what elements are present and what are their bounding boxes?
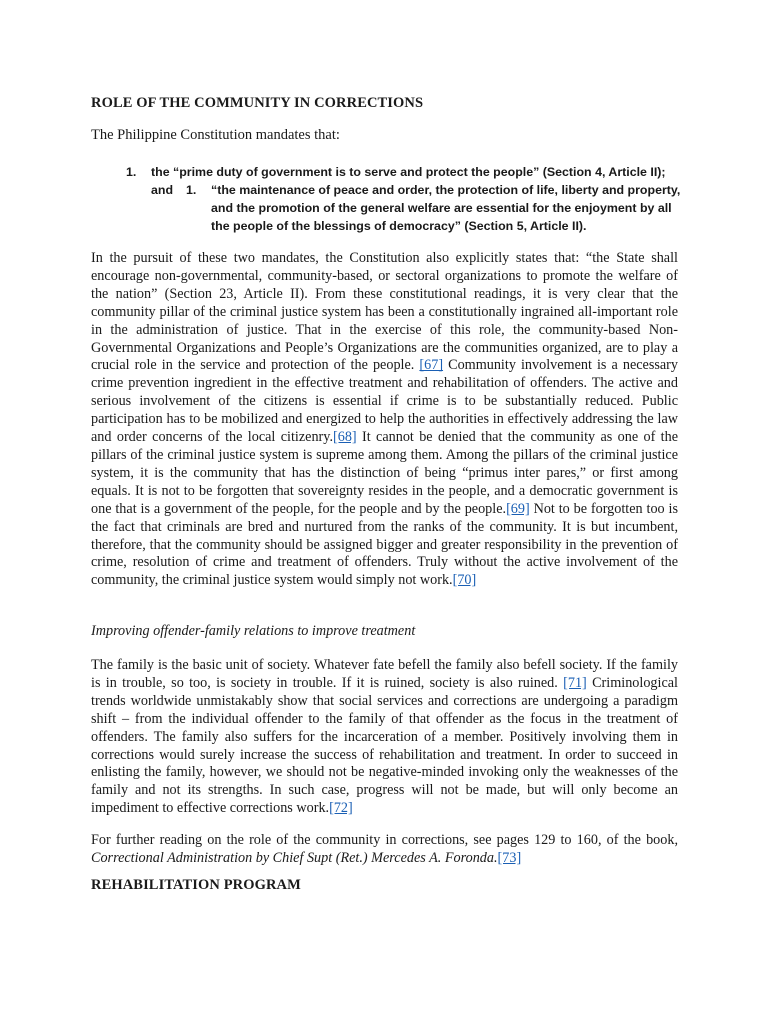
paragraph-text: Not to be forgotten too is the fact that criminals are bred and nurtured from the ranks of the community. It is but incumbent, therefore, that the community should be assigned bigger and greater responsibility in the prevention of crime, resolution of crime and treatment of offenders. Truly without the active involvement of the community, the criminal justice system would simply not work. xyxy=(91,500,678,589)
paragraph-further-reading xyxy=(91,832,678,868)
subsection-heading: Improving offender-family relations to improve treatment xyxy=(91,623,416,639)
paragraph-text: Community involvement is a necessary crime prevention ingredient in the effective treatment and rehabilitation of offenders. The active and serious involvement of the citizens is essential if crime is to be substantially reduced. Public participation has to be mobilized and energized to help the authorities in effectively addressing the law and order concerns of the local citizenry. xyxy=(91,357,679,446)
paragraph-text: For further reading on the role of the community in corrections, see pages 129 to 160, of the book, xyxy=(91,832,678,848)
list-number: 1. xyxy=(126,165,137,179)
paragraph-family xyxy=(91,657,678,818)
section-heading: ROLE OF THE COMMUNITY IN CORRECTIONS xyxy=(91,95,424,111)
paragraph-text: The family is the basic unit of society. Whatever fate befell the family also befell society. If the family is in trouble, so too, is society in trouble. If it is ruined, society is also ruined. xyxy=(91,657,678,691)
intro-text: The Philippine Constitution mandates that: xyxy=(91,127,340,143)
list-number: 1. xyxy=(186,183,197,197)
paragraph-text: In the pursuit of these two mandates, the Constitution also explicitly states that: “the State shall encourage non-governmental, community-based, or sectoral organizations to promote the welfare of the nation” (Section 23, Article II). From these constitutional readings, it is very clear that the community pillar of the criminal justice system has been a constitutionally ingrained all-important role in the administration of justice. That in the exercise of this role, the community-based Non-Governmental Organizations and People’s Organizations are the communities organized, are to play a crucial role in the service and protection of the people. xyxy=(91,250,678,374)
footnote-link-68[interactable]: [68] xyxy=(333,429,357,446)
footnote-link-71[interactable]: [71] xyxy=(563,674,587,691)
list-item-text: the “prime duty of government is to serve and protect the people” (Section 4, Article II); and xyxy=(151,165,666,197)
footnote-link-67[interactable]: [67] xyxy=(419,357,444,374)
footnote-link-70[interactable]: [70] xyxy=(452,572,477,589)
paragraph-text: It cannot be denied that the community as one of the pillars of the criminal justice system is supreme among them. Among the pillars of the criminal justice system, it is the community that has the distinction of being “primus inter pares,” or first among equals. It is not to be forgotten that sovereignty resides in the people, and a democratic government is one that is a government of the people, for the people and by the people. xyxy=(91,429,679,517)
footnote-link-72[interactable]: [72] xyxy=(329,800,353,817)
section-heading-rehabilitation: REHABILITATION PROGRAM xyxy=(91,877,301,893)
list-item xyxy=(186,181,681,235)
list-item-text: “the maintenance of peace and order, the protection of life, liberty and property, and the promotion of the general welfare are essential for the enjoyment by all the people of the blessings of democracy” (Section 5, Article II). xyxy=(211,183,681,233)
mandates-sublist xyxy=(186,181,681,235)
book-title: Correctional Administration by Chief Supt (Ret.) Mercedes A. Foronda. xyxy=(91,849,498,866)
paragraph-text: Criminological trends worldwide unmistakably show that social services and corrections are undergoing a paradigm shift – from the individual offender to the family of that offender as the focus in the treatment of offenders. The family also suffers for the incarceration of a member. Positively involving them in corrections would surely increase the success of rehabilitation and treatment. In order to succeed in enlisting the family, however, we should not be negative-minded invoking only the weaknesses of the family and not its strengths. In such case, progress will not be made, but will only become an impediment to effective corrections work. xyxy=(91,674,678,817)
footnote-link-73[interactable]: [73] xyxy=(497,849,522,866)
footnote-link-69[interactable]: [69] xyxy=(506,500,530,517)
paragraph-community xyxy=(91,250,678,590)
